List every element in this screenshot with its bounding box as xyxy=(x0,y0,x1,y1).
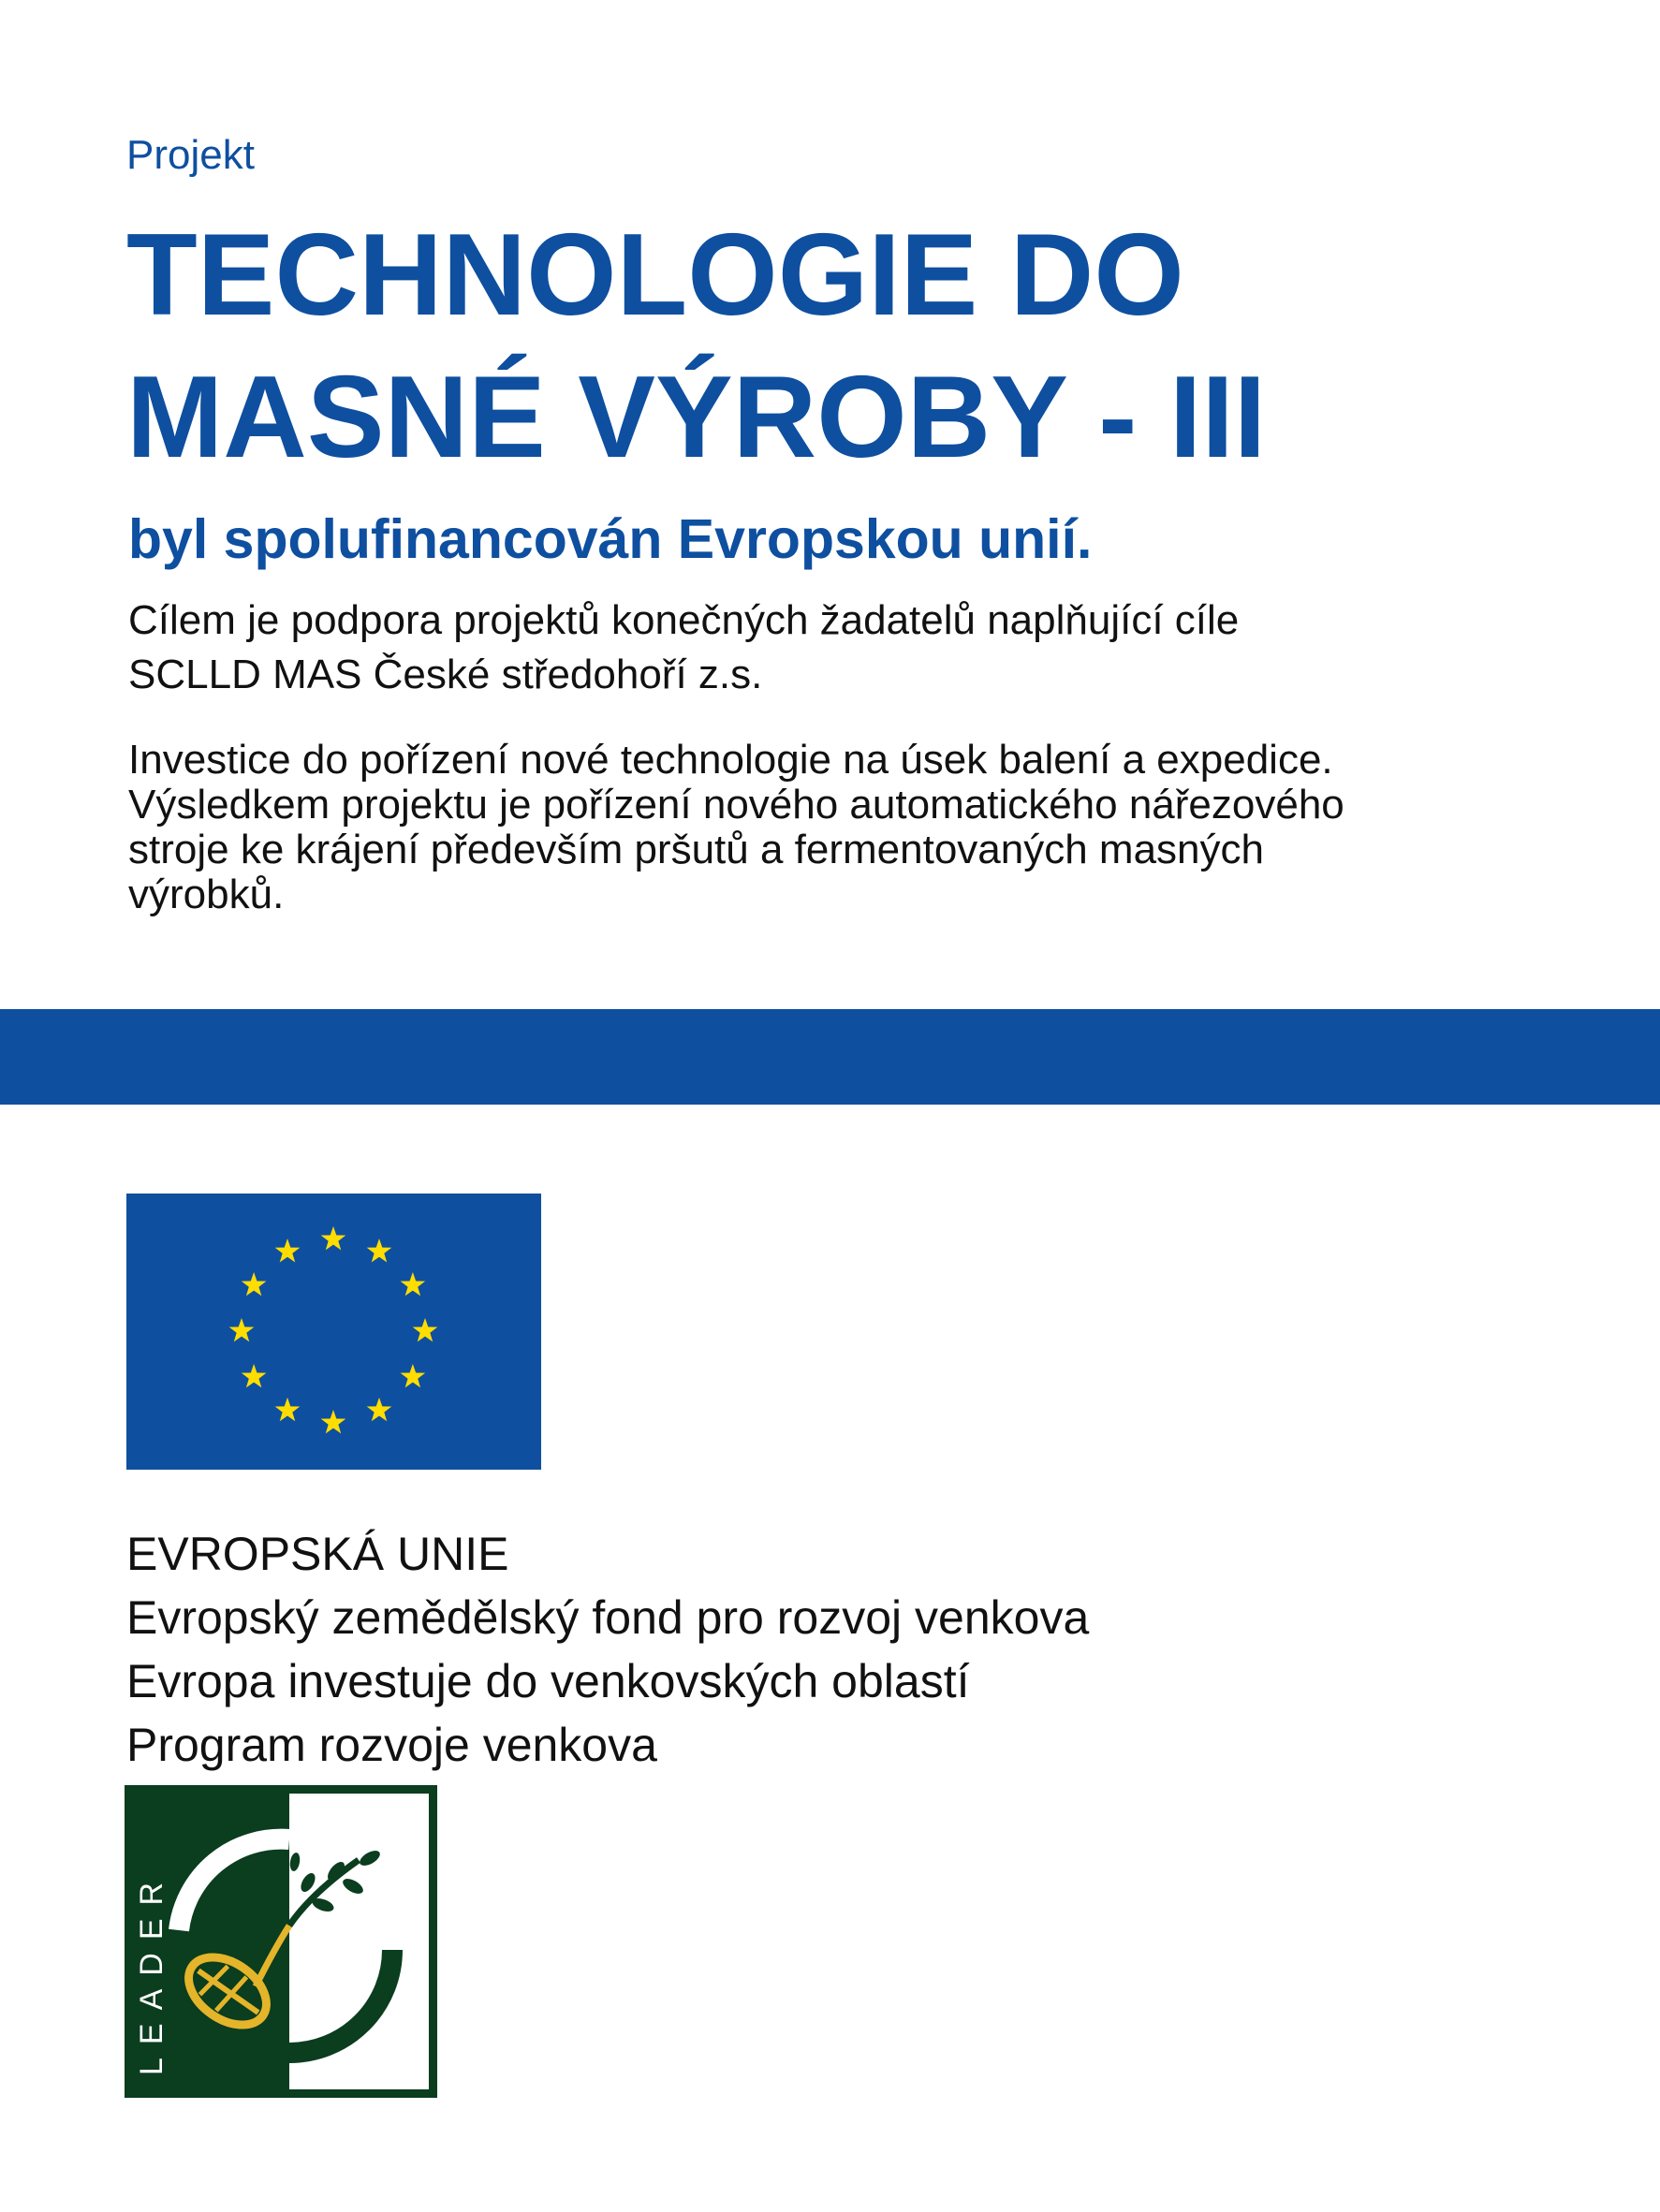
investment-line-3: stroje ke krájení především pršutů a fermentovaných masných xyxy=(128,827,1264,872)
eu-line-3: Evropa investuje do venkovských oblastí xyxy=(126,1655,970,1707)
project-label: Projekt xyxy=(126,132,255,178)
goal-line-1: Cílem je podpora projektů konečných žadatelů naplňující cíle xyxy=(128,597,1240,643)
project-title xyxy=(126,204,1266,489)
investment-text xyxy=(128,738,1589,917)
goal-line-2: SCLLD MAS České středohoří z.s. xyxy=(128,652,763,697)
leader-logo-text: LEADER xyxy=(134,1868,169,2075)
investment-line-2: Výsledkem projektu je pořízení nového automatického nářezového xyxy=(128,782,1344,828)
investment-line-1: Investice do pořízení nové technologie na úsek balení a expedice. xyxy=(128,737,1333,783)
goal-text xyxy=(128,593,1589,702)
eu-flag-icon xyxy=(126,1194,541,1470)
cofinancing-statement: byl spolufinancován Evropskou unií. xyxy=(128,508,1093,570)
leader-logo-icon xyxy=(125,1785,437,2098)
eu-line-4: Program rozvoje venkova xyxy=(126,1719,657,1771)
eu-line-2: Evropský zemědělský fond pro rozvoj venkova xyxy=(126,1591,1090,1644)
eu-funding-text xyxy=(126,1522,1089,1777)
investment-line-4: výrobků. xyxy=(128,872,285,917)
project-title-line-1: TECHNOLOGIE DO xyxy=(126,211,1184,340)
eu-line-1: EVROPSKÁ UNIE xyxy=(126,1528,509,1580)
blue-divider-band xyxy=(0,1009,1660,1105)
project-title-line-2: MASNÉ VÝROBY - III xyxy=(126,353,1267,482)
